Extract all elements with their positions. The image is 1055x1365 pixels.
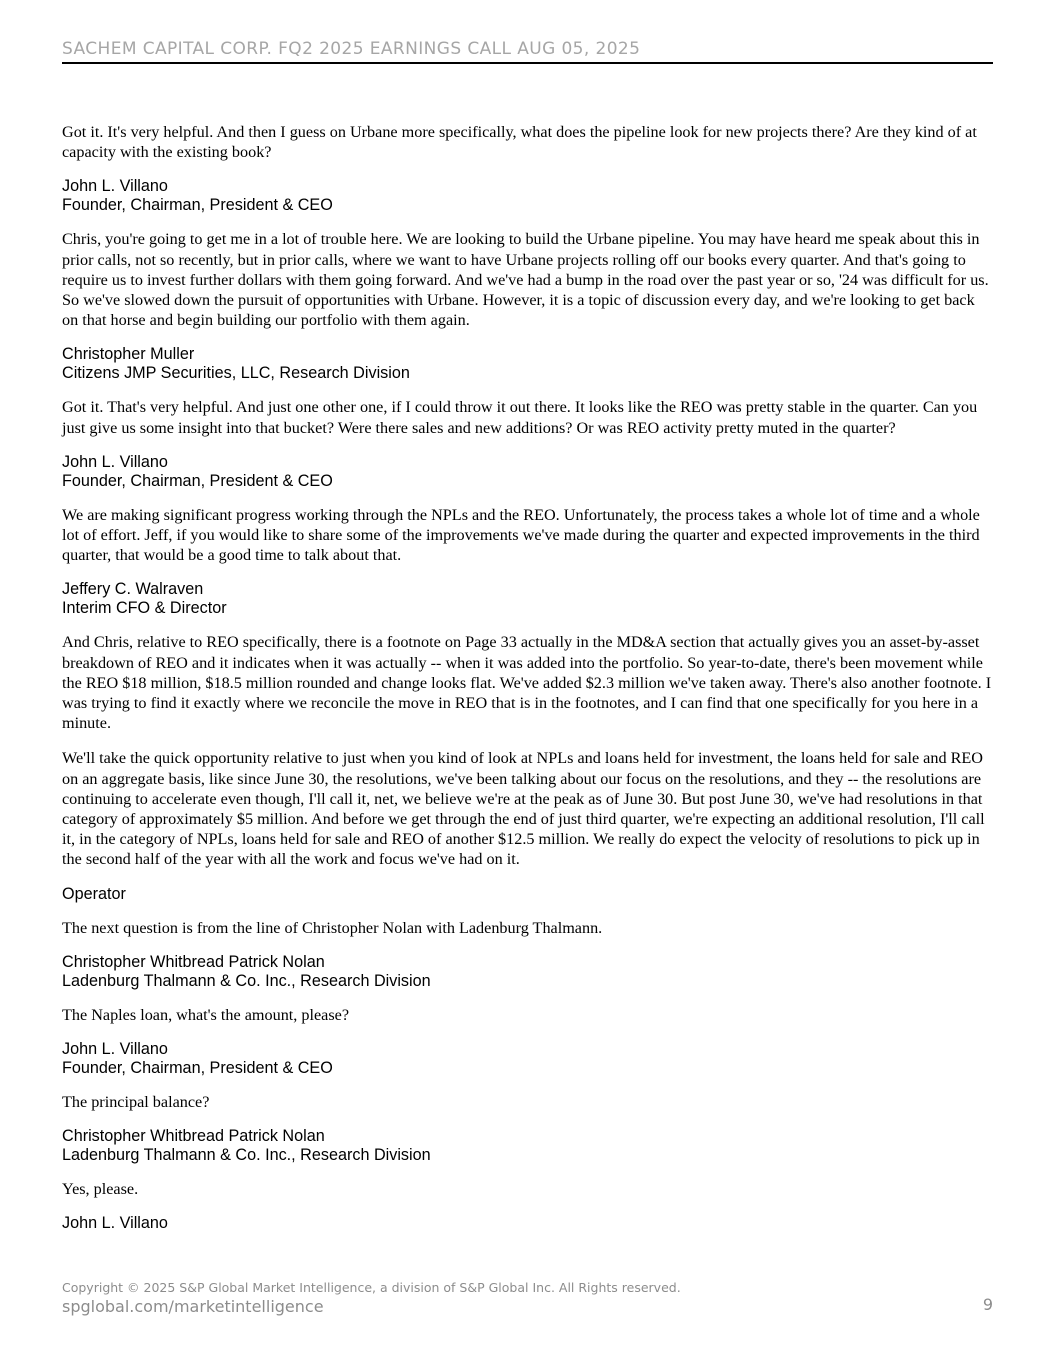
speaker-name: Christopher Muller: [62, 345, 195, 364]
speaker-block: [62, 453, 994, 491]
speaker-block: [62, 953, 994, 991]
footer-url: spglobal.com/marketintelligence: [62, 1297, 324, 1316]
footer-copyright: Copyright © 2025 S&P Global Market Intelligence, a division of S&P Global Inc. All Rights reserved.: [62, 1280, 681, 1295]
transcript-paragraph: The Naples loan, what's the amount, please?: [62, 1005, 350, 1024]
speaker-block: [62, 177, 994, 215]
speaker-name: Christopher Whitbread Patrick Nolan: [62, 1127, 325, 1146]
speaker-name: John L. Villano: [62, 1040, 168, 1059]
speaker-name: John L. Villano: [62, 1214, 168, 1233]
speaker-block: [62, 1040, 994, 1078]
transcript-paragraph: Chris, you're going to get me in a lot of trouble here. We are looking to build the Urbane pipeline. You may have heard me speak about this in prior calls, not so recently, but in prior calls, where we want to have Urbane projects rolling off our books every quarter. And that's going to require us to invest further dollars with them going forward. And we've had a bump in the road over the past year or so, '24 was difficult for us. So we've slowed down the pursuit of opportunities with Urbane. However, it is a topic of discussion every day, and we're looking to get back on that horse and begin building our portfolio with them again.: [62, 230, 989, 330]
speaker-title: Ladenburg Thalmann & Co. Inc., Research Division: [62, 1146, 431, 1165]
speaker-title: Citizens JMP Securities, LLC, Research Division: [62, 364, 410, 383]
speaker-title: Founder, Chairman, President & CEO: [62, 196, 333, 215]
speaker-block: [62, 885, 994, 904]
speaker-title: Founder, Chairman, President & CEO: [62, 1059, 333, 1078]
speaker-name: Operator: [62, 884, 126, 903]
speaker-name: Christopher Whitbread Patrick Nolan: [62, 952, 325, 971]
page-number: 9: [982, 1295, 993, 1314]
speaker-block: [62, 1127, 994, 1165]
page-header: [62, 38, 993, 64]
transcript-paragraph: The next question is from the line of Christopher Nolan with Ladenburg Thalmann.: [62, 918, 603, 937]
transcript-body: [62, 122, 994, 1247]
speaker-block: [62, 345, 994, 383]
transcript-paragraph: We'll take the quick opportunity relative to just when you kind of look at NPLs and loans held for investment, the loans held for sale and REO on an aggregate basis, like since June 30, the resolutions, we've been talking about our focus on the resolutions, and they -- the resolutions are continuing to accelerate even though, I'll call it, net, we believe we're at the peak as of June 30. But post June 30, we've had resolutions in that category of approximately $5 million. And before we get through the end of just third quarter, we're expecting an additional resolution, I'll call it, in the category of NPLs, loans held for sale and REO of another $12.5 million. We really do expect the velocity of resolutions to pick up in the second half of the year with all the work and focus we've had on it.: [62, 749, 985, 869]
transcript-paragraph: Got it. That's very helpful. And just one other one, if I could throw it out there. It looks like the REO was pretty stable in the quarter. Can you just give us some insight into that bucket? Were there sales and new additions? Or was REO activity pretty muted in the quarter?: [62, 398, 978, 437]
transcript-paragraph: Yes, please.: [62, 1180, 139, 1199]
speaker-name: John L. Villano: [62, 452, 168, 471]
speaker-name: John L. Villano: [62, 177, 168, 196]
speaker-name: Jeffery C. Walraven: [62, 580, 204, 599]
transcript-paragraph: And Chris, relative to REO specifically, there is a footnote on Page 33 actually in the MD&A section that actually gives you an asset-by-asset breakdown of REO and it indicates when it was actually -- when it was added into the portfolio. So year-to-date, there's been movement while the REO $18 million, $18.5 million rounded and change looks flat. We've added $2.3 million we've taken away. There's also another footnote. I was trying to find it exactly where we reconcile the move in REO that is in the footnotes, and I can find that one specifically for you here in a minute.: [62, 633, 992, 733]
transcript-paragraph: We are making significant progress working through the NPLs and the REO. Unfortunately, the process takes a whole lot of time and a whole lot of effort. Jeff, if you would like to share some of the improvements we've made during the quarter and expected improvements in the third quarter, that would be a good time to talk about that.: [62, 505, 980, 565]
header-title: SACHEM CAPITAL CORP. FQ2 2025 EARNINGS CALL AUG 05, 2025: [62, 39, 641, 59]
transcript-paragraph: The principal balance?: [62, 1093, 210, 1112]
speaker-block: [62, 1214, 994, 1233]
speaker-title: Ladenburg Thalmann & Co. Inc., Research Division: [62, 971, 431, 990]
speaker-title: Interim CFO & Director: [62, 599, 227, 618]
speaker-block: [62, 580, 994, 618]
speaker-title: Founder, Chairman, President & CEO: [62, 471, 333, 490]
transcript-paragraph: Got it. It's very helpful. And then I guess on Urbane more specifically, what does the pipeline look for new projects there? Are they kind of at capacity with the existing book?: [62, 123, 977, 162]
